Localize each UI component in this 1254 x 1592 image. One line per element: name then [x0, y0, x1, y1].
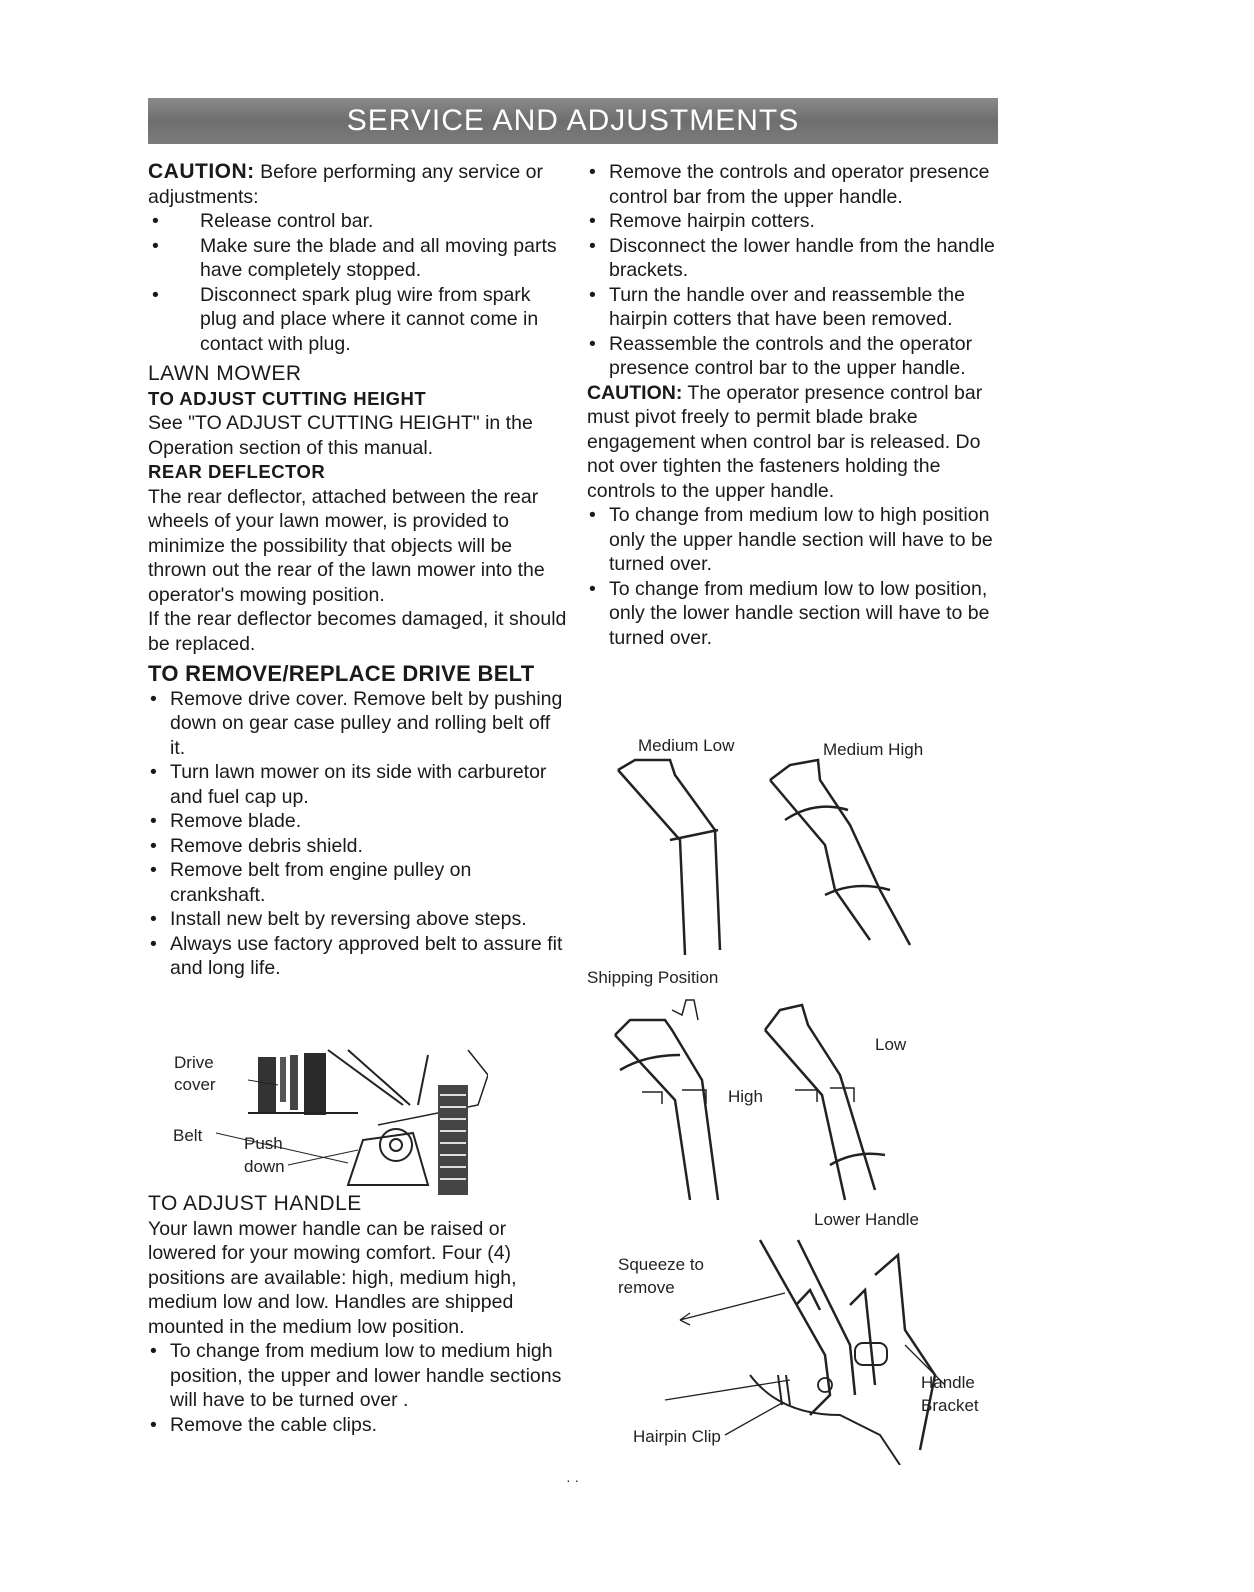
list-item: • Remove blade.	[148, 809, 568, 834]
list-item: • Release control bar.	[148, 209, 568, 234]
label-squeeze-to: Squeeze to	[618, 1255, 705, 1274]
lawn-mower-heading: LAWN MOWER	[148, 362, 302, 385]
cutting-height-heading: TO ADJUST CUTTING HEIGHT	[148, 387, 427, 409]
page-title: SERVICE AND ADJUSTMENTS	[346, 104, 800, 137]
label-medium-high: Medium High	[823, 740, 924, 759]
list-item: • Disconnect the lower handle from the handle brackets.	[587, 234, 1007, 283]
caution-label: CAUTION:	[148, 160, 255, 183]
list-item: • Turn the handle over and reassemble the hairpin cotters that have been removed.	[587, 283, 1007, 332]
figure-label-cover: cover	[174, 1075, 216, 1094]
label-high: High	[728, 1087, 763, 1106]
figure-label-belt: Belt	[173, 1126, 203, 1145]
position-change-steps	[587, 503, 1007, 650]
caution-steps-list	[148, 209, 568, 356]
page-footer-mark: · ·	[566, 1472, 580, 1488]
cutting-height-text: See "TO ADJUST CUTTING HEIGHT" in the Operation section of this manual.	[148, 412, 533, 459]
handle-steps-list	[148, 1339, 568, 1437]
label-hairpin-clip: Hairpin Clip	[633, 1427, 721, 1446]
label-shipping-position: Shipping Position	[587, 968, 719, 987]
handle-text: Your lawn mower handle can be raised or lowered for your mowing comfort. Four (4) positions are available: high, medium high, medium low and low. Handles are shipped mounted in the medium low position.	[148, 1217, 517, 1338]
caution-text: Before performing any service or adjustments:	[148, 161, 543, 208]
caution-paragraph	[148, 160, 568, 209]
label-lower-handle: Lower Handle	[814, 1210, 919, 1229]
drive-belt-heading: TO REMOVE/REPLACE DRIVE BELT	[148, 661, 535, 686]
list-item: • Disconnect spark plug wire from spark plug and place where it cannot come in contact with plug.	[148, 283, 568, 357]
list-item: • To change from medium low to high position only the upper handle section will have to be turned over.	[587, 503, 1007, 577]
rear-deflector-heading: REAR DEFLECTOR	[148, 461, 326, 482]
figure-label-push: Push	[244, 1134, 283, 1153]
list-item: • Remove the controls and operator presence control bar from the upper handle.	[587, 160, 1007, 209]
left-column	[148, 160, 568, 981]
label-bracket: Bracket	[921, 1396, 979, 1415]
list-item: • Install new belt by reversing above steps.	[148, 907, 568, 932]
drive-belt-steps-list	[148, 687, 568, 981]
caution-label: CAUTION:	[587, 381, 683, 404]
list-item: • Always use factory approved belt to assure fit and long life.	[148, 932, 568, 981]
label-handle: Handle	[921, 1373, 975, 1392]
handle-heading: TO ADJUST HANDLE	[148, 1192, 362, 1215]
list-item: • Remove drive cover. Remove belt by pushing down on gear case pulley and rolling belt off it.	[148, 687, 568, 761]
handle-reassembly-steps	[587, 160, 1007, 381]
label-remove: remove	[618, 1278, 675, 1297]
list-item: • To change from medium low to low position, only the lower handle section will have to be turned over.	[587, 577, 1007, 651]
caution-text: The operator presence control bar must pivot freely to permit blade brake engagement when control bar is released. Do not over tighten the fasteners holding the controls to the upper handle.	[587, 381, 983, 502]
list-item: • Remove belt from engine pulley on crankshaft.	[148, 858, 568, 907]
section-header-banner	[148, 98, 998, 144]
list-item: • Reassemble the controls and the operator presence control bar to the upper handle.	[587, 332, 1007, 381]
list-item: • Make sure the blade and all moving parts have completely stopped.	[148, 234, 568, 283]
label-low: Low	[875, 1035, 907, 1054]
list-item: • Remove the cable clips.	[148, 1413, 568, 1438]
rear-deflector-text: The rear deflector, attached between the rear wheels of your lawn mower, is provided to minimize the possibility that objects will be thrown out the rear of the lawn mower into the operator's mowing position.	[148, 485, 545, 606]
figure-label-drive: Drive	[174, 1053, 214, 1072]
handle-section	[148, 1192, 568, 1437]
list-item: • To change from medium low to medium high position, the upper and lower handle sections will have to be turned over .	[148, 1339, 568, 1413]
list-item: • Turn lawn mower on its side with carburetor and fuel cap up.	[148, 760, 568, 809]
right-column	[587, 160, 1007, 650]
list-item: • Remove debris shield.	[148, 834, 568, 859]
control-bar-caution	[587, 381, 1007, 504]
figure-label-down: down	[244, 1157, 285, 1176]
label-medium-low: Medium Low	[638, 736, 735, 755]
list-item: • Remove hairpin cotters.	[587, 209, 1007, 234]
rear-deflector-replace-text: If the rear deflector becomes damaged, it should be replaced.	[148, 608, 567, 655]
